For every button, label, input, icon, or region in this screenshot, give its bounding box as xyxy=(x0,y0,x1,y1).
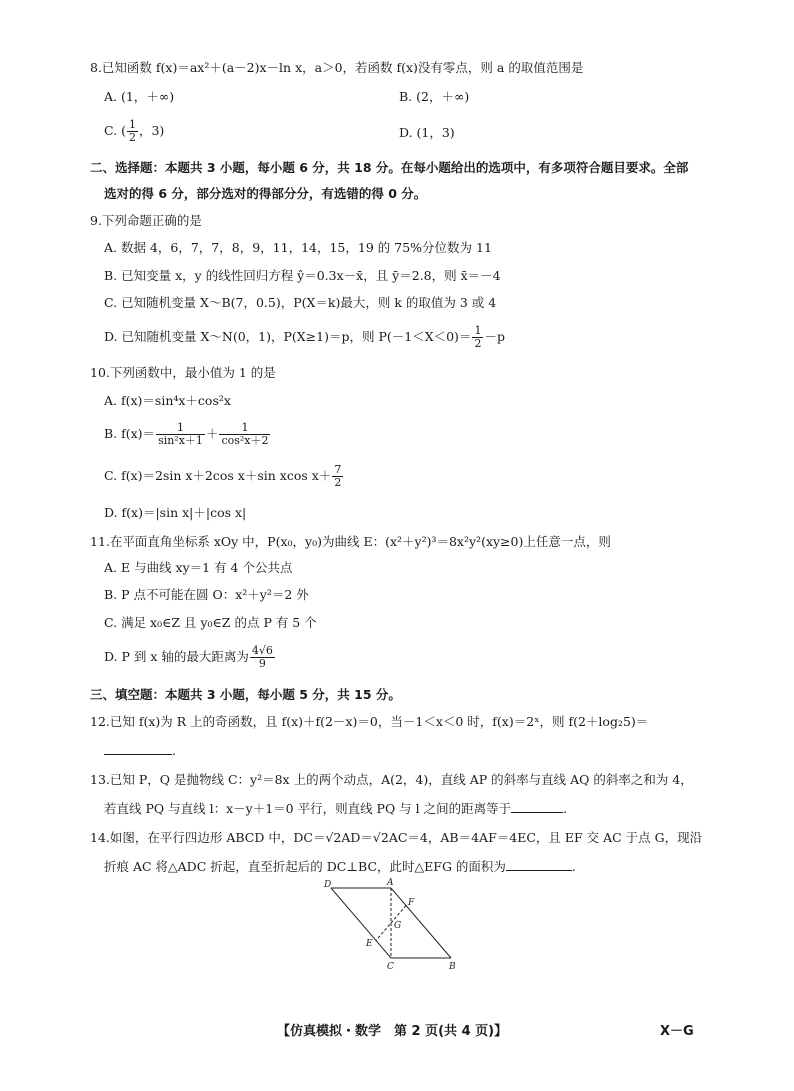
q8-option-b: B. (2，＋∞) xyxy=(399,89,470,104)
q13-line2 xyxy=(104,800,567,817)
fraction-numerator: 7 xyxy=(334,463,342,476)
q10-option-b-fraction-2 xyxy=(219,422,270,447)
q12-answer-line xyxy=(104,742,176,759)
q13-line1: 13.已知 P，Q 是抛物线 C：y²＝8x 上的两个动点，A(2，4)，直线 AP 的斜率与直线 AQ 的斜率之和为 4， xyxy=(90,772,693,787)
q8-option-c-fraction xyxy=(127,119,138,144)
q11-option-d-fraction xyxy=(250,645,275,670)
fraction-numerator: 1 xyxy=(219,422,270,435)
q9-option-d xyxy=(104,325,505,350)
section2-instructions-line2: 选对的得 6 分，部分选对的得部分分，有选错的得 0 分。 xyxy=(104,186,427,201)
fraction-denominator: 2 xyxy=(474,337,482,350)
q10-stem: 10.下列函数中，最小值为 1 的是 xyxy=(90,365,276,380)
fraction-denominator: 2 xyxy=(128,131,136,144)
q10-option-c-fraction xyxy=(332,464,343,489)
q8-option-c-prefix: C. ( xyxy=(104,123,126,138)
q9-option-a: A. 数据 4，6，7，7，8，9，11，14，15，19 的 75%分位数为 11 xyxy=(104,240,492,255)
fraction-denominator: cos²x＋2 xyxy=(221,434,269,447)
q8-option-d: D. (1，3) xyxy=(399,125,455,140)
label-c: C xyxy=(387,962,394,972)
q9-option-b: B. 已知变量 x，y 的线性回归方程 ŷ＝0.3x－x̄，且 ȳ＝2.8，则 x̄＝－4 xyxy=(104,268,501,283)
q9-option-c: C. 已知随机变量 X～B(7，0.5)，P(X＝k)最大，则 k 的取值为 3 或 4 xyxy=(104,295,497,310)
q11-stem: 11.在平面直角坐标系 xOy 中，P(x₀，y₀)为曲线 E：(x²＋y²)³＝8x²y²(xy≥0)上任意一点，则 xyxy=(90,534,611,549)
label-g: G xyxy=(394,921,402,931)
q13-period: . xyxy=(563,801,568,816)
label-a: A xyxy=(387,878,394,888)
fraction-numerator: 4√6 xyxy=(251,644,273,657)
footer-page-info: 【仿真模拟・数学 第 2 页(共 4 页)】 xyxy=(277,1024,508,1039)
q13-answer-blank[interactable] xyxy=(511,800,563,813)
label-e: E xyxy=(366,939,373,949)
parallelogram-figure xyxy=(316,876,466,976)
q14-period: . xyxy=(571,859,576,874)
fraction-numerator: 1 xyxy=(128,118,136,131)
label-b: B xyxy=(449,962,456,972)
q12-line1: 12.已知 f(x)为 R 上的奇函数，且 f(x)＋f(2－x)＝0，当－1＜x＜0 时，f(x)＝2ˣ，则 f(2＋log₂5)＝ xyxy=(90,714,649,729)
q8-option-c xyxy=(104,119,164,144)
label-f: F xyxy=(408,898,415,908)
edge-cd xyxy=(331,888,391,958)
q8-stem: 8.已知函数 f(x)＝ax²＋(a－2)x－ln x，a＞0，若函数 f(x)没有零点，则 a 的取值范围是 xyxy=(90,60,584,75)
q11-option-d-prefix: D. P 到 x 轴的最大距离为 xyxy=(104,649,249,664)
fraction-denominator: 2 xyxy=(334,476,342,489)
footer-code: X－G xyxy=(660,1024,694,1039)
q8-option-a: A. (1，＋∞) xyxy=(104,89,175,104)
section3-title: 三、填空题：本题共 3 小题，每小题 5 分，共 15 分。 xyxy=(90,687,401,702)
q10-option-d: D. f(x)＝|sin x|＋|cos x| xyxy=(104,505,247,520)
q11-option-c: C. 满足 x₀∈Z 且 y₀∈Z 的点 P 有 5 个 xyxy=(104,615,317,630)
q10-option-a: A. f(x)＝sin⁴x＋cos²x xyxy=(104,393,231,408)
section2-instructions-line1: 二、选择题：本题共 3 小题，每小题 6 分，共 18 分。在每小题给出的选项中，有多项符合题目要求。全部 xyxy=(90,160,689,175)
label-d: D xyxy=(324,880,332,890)
q12-answer-blank[interactable] xyxy=(104,742,172,755)
fraction-denominator: 9 xyxy=(258,657,266,670)
q14-line2-text: 折痕 AC 将△ADC 折起，直至折起后的 DC⊥BC，此时△EFG 的面积为 xyxy=(104,859,506,874)
q9-option-d-fraction xyxy=(472,325,483,350)
fraction-numerator: 1 xyxy=(156,422,205,435)
fraction-numerator: 1 xyxy=(474,324,482,337)
plus-sign: ＋ xyxy=(205,426,219,441)
q10-option-b-prefix: B. f(x)＝ xyxy=(104,426,156,441)
q14-line1: 14.如图，在平行四边形 ABCD 中，DC＝√2AD＝√2AC＝4，AB＝4AF＝4EC，且 EF 交 AC 于点 G，现沿 xyxy=(90,830,703,845)
q10-option-c xyxy=(104,464,344,489)
q10-option-b-fraction-1 xyxy=(156,422,205,447)
q8-option-c-suffix: ，3) xyxy=(138,123,165,138)
q11-option-a: A. E 与曲线 xy＝1 有 4 个公共点 xyxy=(104,560,293,575)
q13-line2-text: 若直线 PQ 与直线 l：x－y＋1＝0 平行，则直线 PQ 与 l 之间的距离等于 xyxy=(104,801,512,816)
q9-option-d-prefix: D. 已知随机变量 X～N(0，1)，P(X≥1)＝p，则 P(－1＜X＜0)＝ xyxy=(104,329,472,344)
q10-option-b xyxy=(104,422,271,447)
q9-stem: 9.下列命题正确的是 xyxy=(90,213,202,228)
q11-option-b: B. P 点不可能在圆 O：x²＋y²＝2 外 xyxy=(104,587,309,602)
q12-period: . xyxy=(172,743,176,758)
q14-answer-blank[interactable] xyxy=(506,858,572,871)
q10-option-c-prefix: C. f(x)＝2sin x＋2cos x＋sin xcos x＋ xyxy=(104,468,332,483)
fraction-denominator: sin²x＋1 xyxy=(158,434,203,447)
q14-line2 xyxy=(104,858,576,875)
q11-option-d xyxy=(104,645,276,670)
q9-option-d-suffix: －p xyxy=(484,329,505,344)
